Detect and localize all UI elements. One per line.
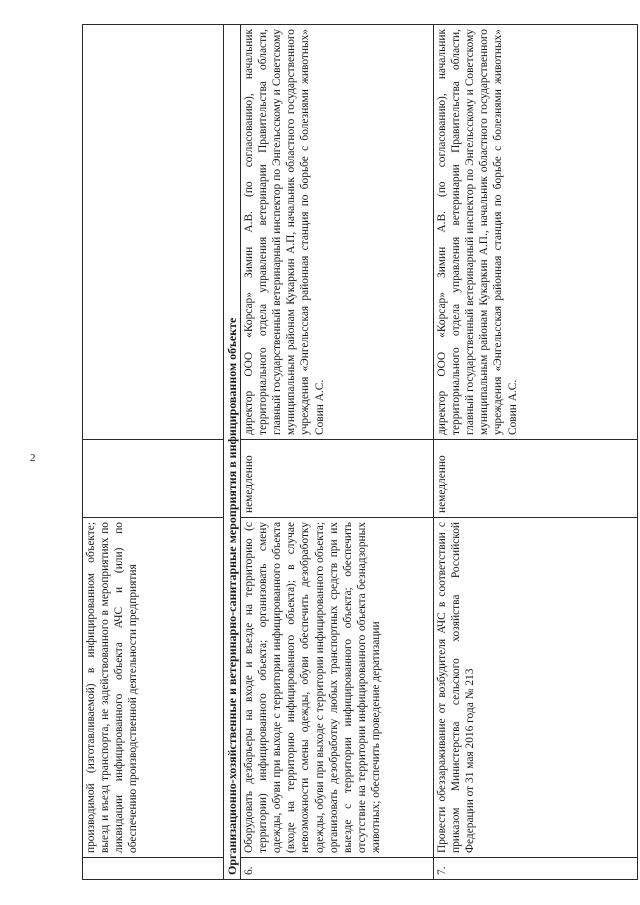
row-number-cell: 6.: [241, 858, 434, 880]
event-cell: производимой (изготавливаемой) в инфицированном объекте; выезд и въезд транспорта, не задействованного в мероприятиях по ликвидации инфицированного объекта АЧС и (или) по обеспечению производственной деятельности предприятия: [83, 518, 224, 858]
page-number: 2: [30, 452, 36, 464]
row-number-cell: 7.: [434, 858, 638, 880]
section-title: Организационно-хозяйственные и ветеринарно-санитарные мероприятия в инфицированном объекте: [224, 25, 241, 880]
rotated-document-sheet: [82, 25, 640, 880]
measures-table: [82, 24, 638, 880]
term-cell: немедленно: [434, 440, 638, 518]
event-cell: Провести обеззараживание от возбудителя АЧС в соответствии с приказом Министерства сельского хозяйства Российской Федерации от 31 мая 2016 года № 213: [434, 518, 638, 858]
responsible-cell: [83, 25, 224, 440]
term-cell: [83, 440, 224, 518]
table-row-continuation: [83, 25, 224, 880]
event-cell: Оборудовать дезбарьеры на входе и въезде на территорию (с территории) инфицированного объекта; организовать смену одежды, обуви при выходе с территории инфицированного объекта (входе на территорию инфицированного объекта); в случае невозможности смены одежды, обуви обеспечить дезобработку одежды, обуви при выходе с территории инфицированного объекта; организовать дезобработку любых транспортных средств при их выезде с территории инфицированного объекта; обеспечить отсутствие на территории инфицированного объекта безнадзорных животных; обеспечить проведение дератизации: [241, 518, 434, 858]
table-row: [241, 25, 434, 880]
table-row: [434, 25, 638, 880]
section-header-row: [224, 25, 241, 880]
responsible-cell: директор ООО «Корсар» Зимин А.В. (по согласованию), начальник территориального отдела управления ветеринарии Правительства области, главный государственный ветеринарный инспектор по Энгельсскому и Советскому муниципальным районам Кукаркин А.П., начальник областного государственного учреждения «Энгельсская районная станция по борьбе с болезнями животных» Совин А.С.: [434, 25, 638, 440]
term-cell: немедленно: [241, 440, 434, 518]
responsible-cell: директор ООО «Корсар» Зимин А.В. (по согласованию), начальник территориального отдела управления ветеринарии Правительства области, главный государственный ветеринарный инспектор по Энгельсскому и Советскому муниципальным районам Кукаркин А.П, начальник областного государственного учреждения «Энгельсская районная станция по борьбе с болезнями животных» Совин А.С.: [241, 25, 434, 440]
row-number-cell: [83, 858, 224, 880]
